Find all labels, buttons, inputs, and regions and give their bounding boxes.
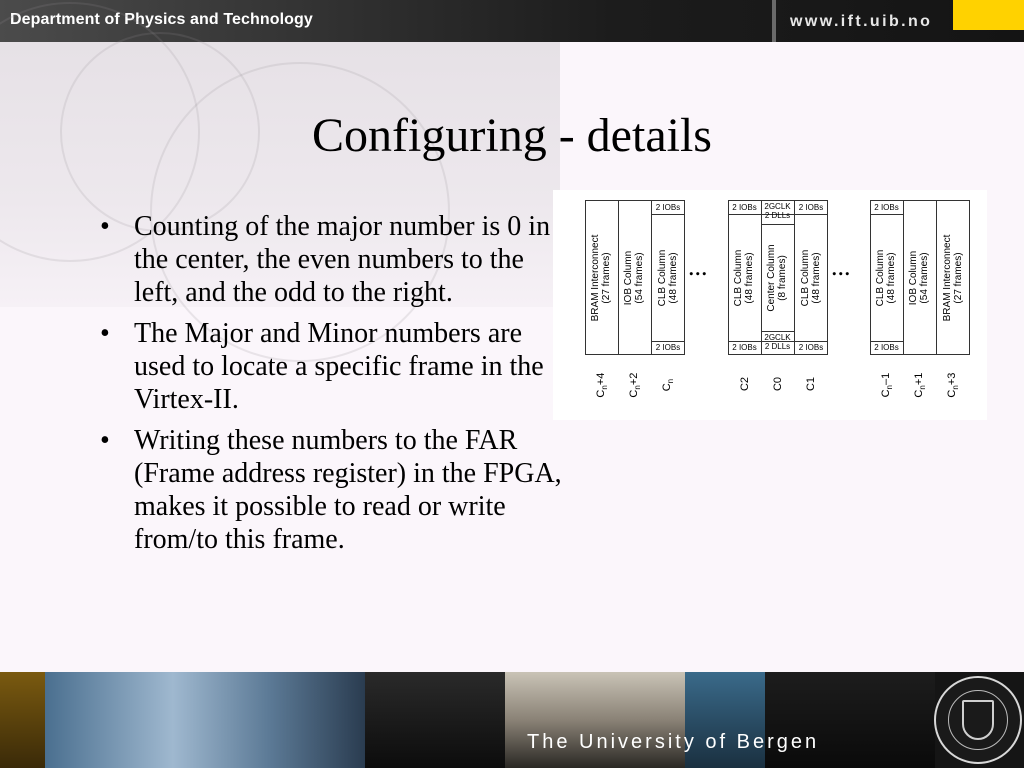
iobs-top-label: 2 IOBs [655, 203, 681, 212]
footer-band [0, 672, 1024, 768]
gclk-top-label: 2GCLK 2 DLLs [764, 202, 791, 220]
bullet-list [92, 210, 562, 564]
column-index-label: $C_n$ [660, 378, 676, 392]
column-index-label: $C_n+1$ [912, 372, 928, 398]
bullet-text: Counting of the major number is 0 in the center, the even numbers to the left, and the odd to the right. [134, 211, 551, 308]
iobs-bottom-label: 2 IOBs [874, 343, 899, 352]
accent-block [953, 0, 1024, 30]
bullet-item [92, 424, 562, 556]
frame-column-diagram [553, 190, 987, 420]
iobs-top-label: 2 IOBs [798, 203, 824, 212]
bullet-icon: • [100, 211, 110, 242]
iobs-top-label: 2 IOBs [874, 203, 899, 212]
iobs-bottom-label: 2 IOBs [732, 343, 757, 352]
website-url[interactable]: www.ift.uib.no [790, 13, 933, 30]
bram-interconnect-label: BRAM Interconnect (27 frames) [590, 234, 612, 322]
university-seal-icon [934, 676, 1022, 764]
column-index-label: C1 [805, 376, 817, 392]
clb-column-label: CLB Column (48 frames) [657, 249, 679, 307]
footer-photo-tile [45, 672, 365, 768]
ellipsis-left: ... [688, 252, 708, 281]
clb-column-label: CLB Column (48 frames) [733, 249, 755, 307]
gclk-bottom-label: 2GCLK 2 DLLs [764, 333, 791, 351]
column-index-label: C2 [739, 376, 751, 392]
footer-photo-tile [365, 672, 505, 768]
university-name: The University of Bergen [527, 731, 820, 753]
bullet-item [92, 317, 562, 416]
bullet-text: Writing these numbers to the FAR (Frame address register) in the FPGA, makes it possible to read or write from/to this frame. [134, 425, 562, 555]
iob-column-label: IOB Column (54 frames) [623, 250, 645, 306]
bullet-text: The Major and Minor numbers are used to locate a specific frame in the Virtex-II. [134, 318, 544, 415]
center-column-label: Center Column (8 frames) [766, 244, 788, 312]
iobs-top-label: 2 IOBs [732, 203, 757, 212]
bullet-item [92, 210, 562, 309]
iobs-bottom-label: 2 IOBs [655, 343, 681, 352]
iob-column-label: IOB Column (54 frames) [908, 250, 930, 306]
slide-title: Configuring - details [312, 109, 712, 162]
bram-interconnect-label: BRAM Interconnect (27 frames) [942, 234, 964, 322]
bullet-icon: • [100, 318, 110, 349]
column-index-label: $C_n+3$ [945, 372, 961, 398]
ellipsis-right: ... [831, 252, 851, 281]
footer-photo-tile [0, 672, 45, 768]
column-index-label: $C_n+2$ [627, 372, 643, 398]
column-index-label: C0 [772, 376, 784, 392]
column-index-label: $C_n-1$ [879, 372, 895, 398]
column-index-label: $C_n+4$ [594, 372, 610, 398]
clb-column-label: CLB Column (48 frames) [800, 249, 822, 307]
header-divider [772, 0, 776, 42]
clb-column-label: CLB Column (48 frames) [875, 249, 897, 307]
bullet-icon: • [100, 425, 110, 456]
iobs-bottom-label: 2 IOBs [798, 343, 824, 352]
department-name: Department of Physics and Technology [10, 11, 313, 28]
